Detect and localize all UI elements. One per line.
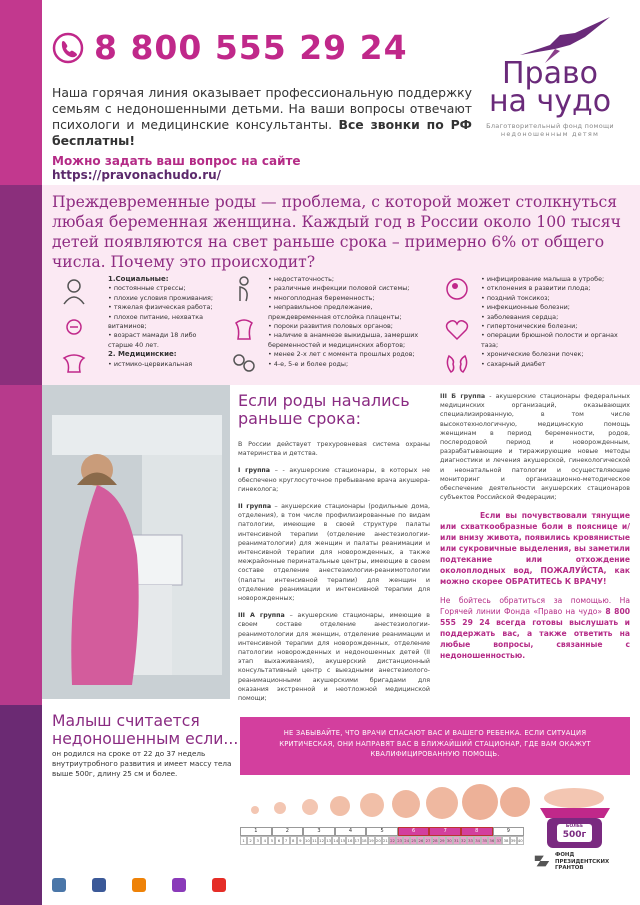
fetus-growth-illustration <box>240 780 530 825</box>
week-cell: 18 <box>361 838 367 843</box>
week-cell: 17 <box>354 838 360 843</box>
right-column: III Б группа - акушерские стационары федеральных медицинских организаций, оказывающих специализированную, в том числе высокотехнологичную, медицинскую помощь женщинам в период беременности, родов, послеродовой период и новорожденным, разрабатывающие и тиражирующие новые методы диагностики и лечения акушерской, гинекологической и неонатальной патологии и осуществляющие мониторинг и организационно-методическое обеспечение деятельности акушерских стационаров субъектов Российской Федерации; Если вы почувствовали тянущие или схваткообразные боли в пояснице и/или внизу живота, появились кровянистые или сукровичные выделения, вы заметили подтекание или отхождение околоплодных вод, ПОЖАЛУЙСТА, как можно скорее ОБРАТИТЕСЬ К ВРАЧУ! Не бойтесь обратиться за помощью. На Горячей линии Фонда «Право на чудо» 8 800 555 29 24 всегда готовы выслушать и поддержать вас, а также ответить на любые вопросы, связанные с недоношенностью. <box>440 393 631 661</box>
week-cell: 4 <box>261 836 268 845</box>
social-links <box>52 878 226 892</box>
causes-col-2: • недостаточность; • различные инфекции половой системы; • многоплодная беременность; • неправильное предлежание, преждевременная отслойка плаценты; • пороки развития половых органов; • наличие в анамнезе выкидыша, замерших беременностей и медицинских абортов; • менее 2-х лет с момента прошлых родов; • 4-е, 5-е и более роды; <box>268 275 423 369</box>
month-cell: 8 <box>461 827 493 836</box>
week-cell: 30 <box>446 838 452 843</box>
week-cell: 25 <box>411 838 417 843</box>
week-cell: 31 <box>453 838 459 843</box>
odnoklassniki-icon[interactable] <box>132 878 146 892</box>
fetus-icon <box>443 275 471 303</box>
months-row <box>240 827 524 836</box>
week-cell: 10 <box>304 838 310 843</box>
week-cell: 8 <box>290 836 297 845</box>
week-cell: 38 <box>503 838 509 843</box>
week-cell: 29 <box>439 838 445 843</box>
scale-label: БОЛЕЕ 500г <box>562 824 587 840</box>
logo <box>475 20 625 138</box>
pregnancy-timeline <box>240 827 524 847</box>
lead-text: Преждевременные роды — проблема, с которой может столкнуться любая беременная женщина. Каждый год в России около 100 тысяч детей появляются на свет раньше срока – примерно 6% от общего числа. Почему это происходит? <box>52 193 621 271</box>
notice-box: НЕ ЗАБЫВАЙТЕ, ЧТО ВРАЧИ СПАСАЮТ ВАС И ВАШЕГО РЕБЕНКА. ЕСЛИ СИТУАЦИЯ КРИТИЧЕСКАЯ, ОНИ НАПРАВЯТ ВАС В БЛИЖАЙШИЙ СТАЦИОНАР, ГДЕ ВАМ ОКАЖУТ КВАЛИФИЦИРОВАННУЮ ПОМОЩЬ. <box>240 717 630 775</box>
week-cell: 32 <box>461 838 466 843</box>
week-cell: 16 <box>347 838 353 843</box>
grants-icon <box>533 852 551 870</box>
middle-column: Если роды начались раньше срока: В России действует трехуровневая система охраны материнства и детства. I группа – - акушерские стационары, в которых не обеспечено круглосуточное пребывание врача акушера-гинеколога; II группа – акушерские стационары (родильные дома, отделения), в том числе профилизированные по видам патологии, имеющие в своей структуре палаты интенсивной терапии (отделение анестезиологии-реаниматологии) для женщин и палаты реанимации и интенсивной терапии для новорожденных, а также межрайонные перинатальные центры, имеющие в своем составе отделение анестезиологии-реанимотологии (палаты интенсивной терапии) для женщин и отделение реанимации и интенсивной терапии для новорожденных; III А группа – акушерские стационары, имеющие в своем составе отделение анестезиологии-реанимотологии для женщин, отделение реанимации и интенсивной терапии для новорожденных, отделение патологии новорожденных и недоношенных детей (II этап выхаживания), акушерский дистанционный консультативный центр с выездными анестезиолого-реанимационными акушерскими бригадами для оказания экстренной и неотложной медицинской помощи; <box>238 391 431 703</box>
baby-text: он родился на сроке от 22 до 37 недель внутриутробного развития и имеет массу тела выше 500г, длину 25 см и более. <box>52 749 232 778</box>
month-cell: 5 <box>366 827 398 836</box>
stress-icon <box>60 315 88 343</box>
facebook-icon[interactable] <box>92 878 106 892</box>
uterus-icon <box>60 350 88 378</box>
week-cell: 7 <box>283 836 290 845</box>
logo-subtitle: Благотворительный фонд помощи недоношенным детям <box>486 122 614 138</box>
week-cell: 15 <box>340 838 346 843</box>
intro-text: Наша горячая линия оказывает профессиональную поддержку семьям с недоношенными детьми. На ваши вопросы отвечают психологи и медицинские консультанты. Все звонки по РФ бесплатны! <box>52 85 472 148</box>
week-cell: 22 <box>390 838 395 843</box>
week-cell: 1 <box>240 836 247 845</box>
week-cell: 37 <box>496 838 502 843</box>
pregnant-icon <box>230 275 258 303</box>
heart-icon <box>443 315 471 343</box>
week-cell: 6 <box>275 836 282 845</box>
scale-illustration <box>532 780 617 855</box>
week-cell: 36 <box>489 838 495 843</box>
side-stripe-4 <box>0 705 42 905</box>
month-cell: 2 <box>272 827 304 836</box>
week-cell: 28 <box>432 838 438 843</box>
causes-col-3: • инфицирование малыша в утробе; • отклонения в развитии плода; • поздний токсикоз; • инфекционные болезни; • заболевания сердца; • гипертонические болезни; • операции брюшной полости и органах таза; • хронические болезни почек; • сахарный диабет <box>481 275 631 369</box>
week-cell: 33 <box>468 838 473 843</box>
bird-icon <box>515 15 615 65</box>
week-cell: 3 <box>254 836 261 845</box>
warning-text: Если вы почувствовали тянущие или схваткообразные боли в пояснице и/или внизу живота, появились кровянистые или сукровичные выделения, вы заметили подтекание или отхождение околоплодных вод, ПОЖАЛУЙСТА, как можно скорее ОБРАТИТЕСЬ К ВРАЧУ! <box>440 511 630 587</box>
week-cell: 11 <box>312 838 317 843</box>
side-stripe-1 <box>0 0 42 185</box>
week-cell: 39 <box>510 838 516 843</box>
week-cell: 20 <box>375 838 381 843</box>
vk-icon[interactable] <box>52 878 66 892</box>
organs-icon <box>230 315 258 343</box>
month-cell: 4 <box>335 827 367 836</box>
week-cell: 9 <box>297 836 304 845</box>
middle-title: Если роды начались раньше срока: <box>238 391 410 428</box>
month-cell: 9 <box>493 827 525 836</box>
month-cell: 1 <box>240 827 272 836</box>
help-text: Не бойтесь обратиться за помощью. На Горячей линии Фонда «Право на чудо» 8 800 555 29 24 всегда готовы выслушать и поддержать вас, а также ответить на любые вопросы, связанные с недоношенностью. <box>440 596 631 661</box>
hospital-photo <box>42 385 230 699</box>
grants-logo: ФОНД ПРЕЗИДЕНТСКИХ ГРАНТОВ <box>555 852 635 872</box>
week-cell: 21 <box>383 838 388 843</box>
site-label: Можно задать ваш вопрос на сайте <box>52 154 301 168</box>
weeks-row <box>240 836 524 845</box>
month-cell: 3 <box>303 827 335 836</box>
hotline-phone[interactable] <box>52 28 472 67</box>
social-woman-icon <box>60 277 88 305</box>
week-cell: 34 <box>475 838 481 843</box>
site-link[interactable]: https://pravonachudo.ru/ <box>52 168 222 182</box>
babies-icon <box>230 350 258 378</box>
scale-icon <box>532 780 617 855</box>
kidneys-icon <box>443 350 471 378</box>
week-cell: 19 <box>368 838 374 843</box>
phone-number: 8 800 555 29 24 <box>94 28 408 67</box>
side-stripe-3 <box>0 385 42 705</box>
week-cell: 14 <box>333 838 339 843</box>
logo-title: Право на чудо <box>488 56 612 119</box>
week-cell: 13 <box>326 838 332 843</box>
week-cell: 2 <box>247 836 254 845</box>
causes-col-1: 1.Социальные: • постоянные стрессы; • плохие условия проживания; • тяжелая физическая работа; • плохое питание, нехватка витаминов; • возраст мамади 18 либо старше 40 лет. 2. Медицинские: • истмико-цервикальная <box>108 275 220 369</box>
intro-bold: Все звонки по РФ бесплатны! <box>52 117 472 148</box>
month-cell: 7 <box>429 827 461 836</box>
week-cell: 12 <box>319 838 324 843</box>
week-cell: 23 <box>397 838 403 843</box>
week-cell: 5 <box>268 836 275 845</box>
week-cell: 26 <box>418 838 424 843</box>
instagram-icon[interactable] <box>172 878 186 892</box>
baby-title: Малыш считается недоношенным если... <box>52 712 239 748</box>
month-cell: 6 <box>398 827 430 836</box>
week-cell: 35 <box>482 838 488 843</box>
week-cell: 27 <box>425 838 431 843</box>
header <box>52 28 472 182</box>
site-line <box>52 154 472 182</box>
week-cell: 40 <box>517 838 523 843</box>
phone-icon <box>52 32 84 64</box>
week-cell: 24 <box>404 838 410 843</box>
photo-illustration <box>42 385 230 699</box>
youtube-icon[interactable] <box>212 878 226 892</box>
side-stripe-2 <box>0 185 42 385</box>
causes-columns <box>58 275 636 380</box>
